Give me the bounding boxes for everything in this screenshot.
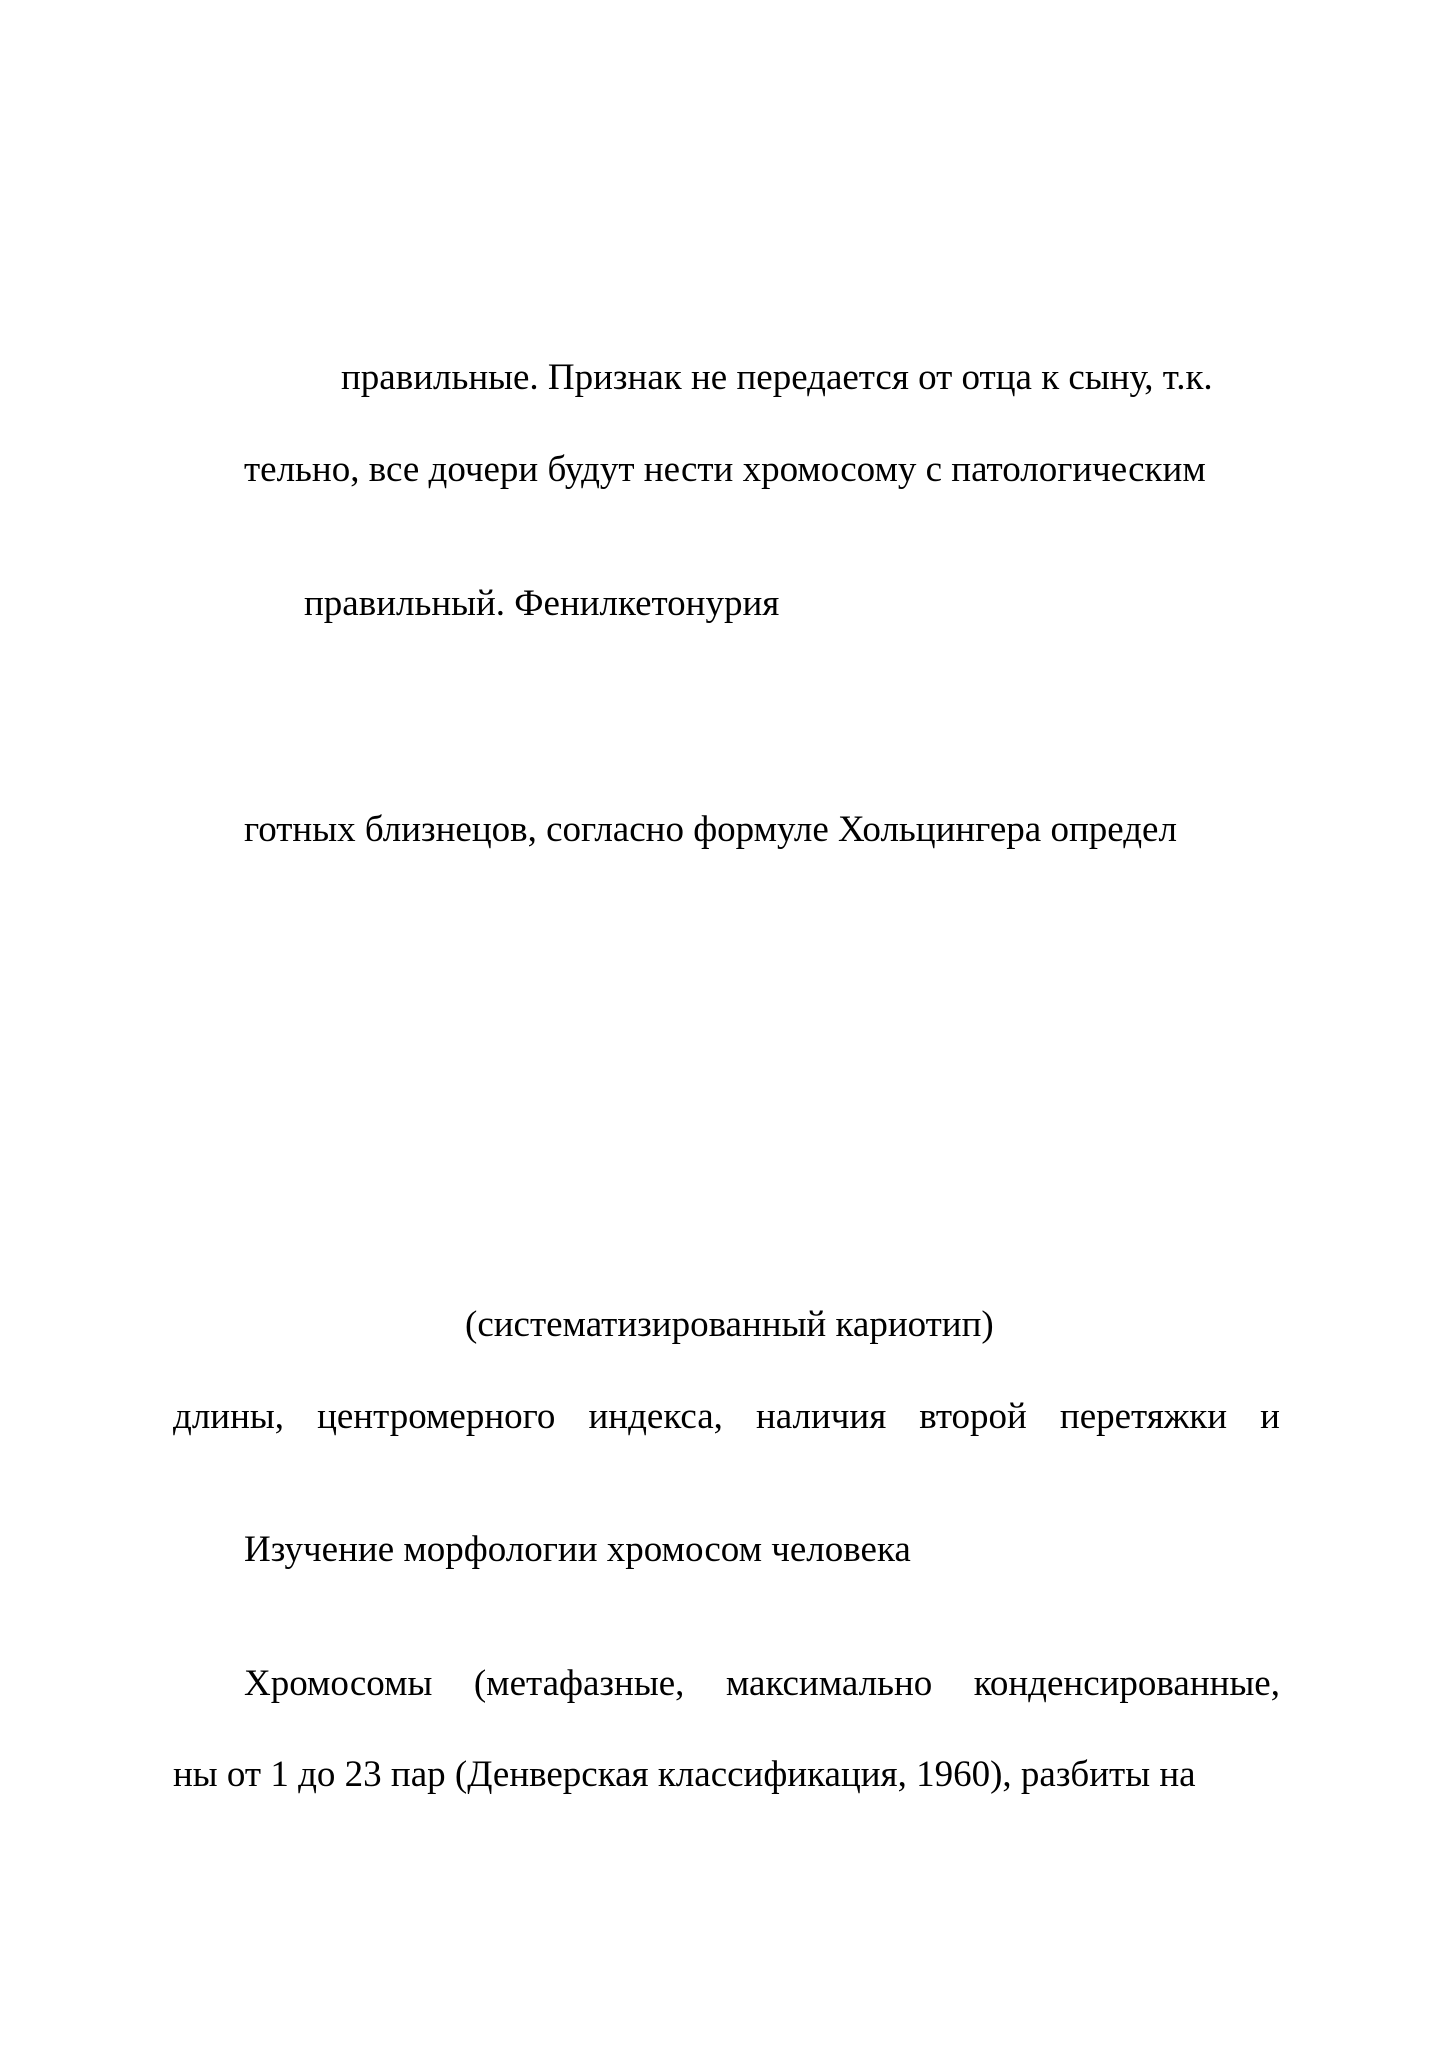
- word: Хромосомы: [244, 1663, 433, 1704]
- word: перетяжки: [1059, 1396, 1228, 1437]
- word: максимально: [725, 1663, 933, 1704]
- text-line: тельно, все дочери будут нести хромосому с патологическим: [244, 449, 1206, 490]
- caption-line: (систематизированный кариотип): [465, 1304, 994, 1345]
- text-line: правильный. Фенилкетонурия: [304, 583, 780, 624]
- word: длины,: [173, 1396, 284, 1437]
- word: наличия: [755, 1396, 887, 1437]
- word: конденсированные,: [973, 1663, 1280, 1704]
- text-line: готных близнецов, согласно формуле Хольцингера определ: [244, 809, 1177, 850]
- text-line-justified: [244, 1661, 1280, 1707]
- text-line-justified: [173, 1394, 1280, 1440]
- section-heading: Изучение морфологии хромосом человека: [244, 1529, 911, 1570]
- word: и: [1260, 1396, 1280, 1437]
- word: индекса,: [588, 1396, 723, 1437]
- word: центромерного: [317, 1396, 556, 1437]
- word: второй: [919, 1396, 1027, 1437]
- text-line: ны от 1 до 23 пар (Денверская классификация, 1960), разбиты на: [173, 1754, 1196, 1795]
- word: (метафазные,: [473, 1663, 685, 1704]
- text-line: правильные. Признак не передается от отца к сыну, т.к.: [341, 357, 1213, 398]
